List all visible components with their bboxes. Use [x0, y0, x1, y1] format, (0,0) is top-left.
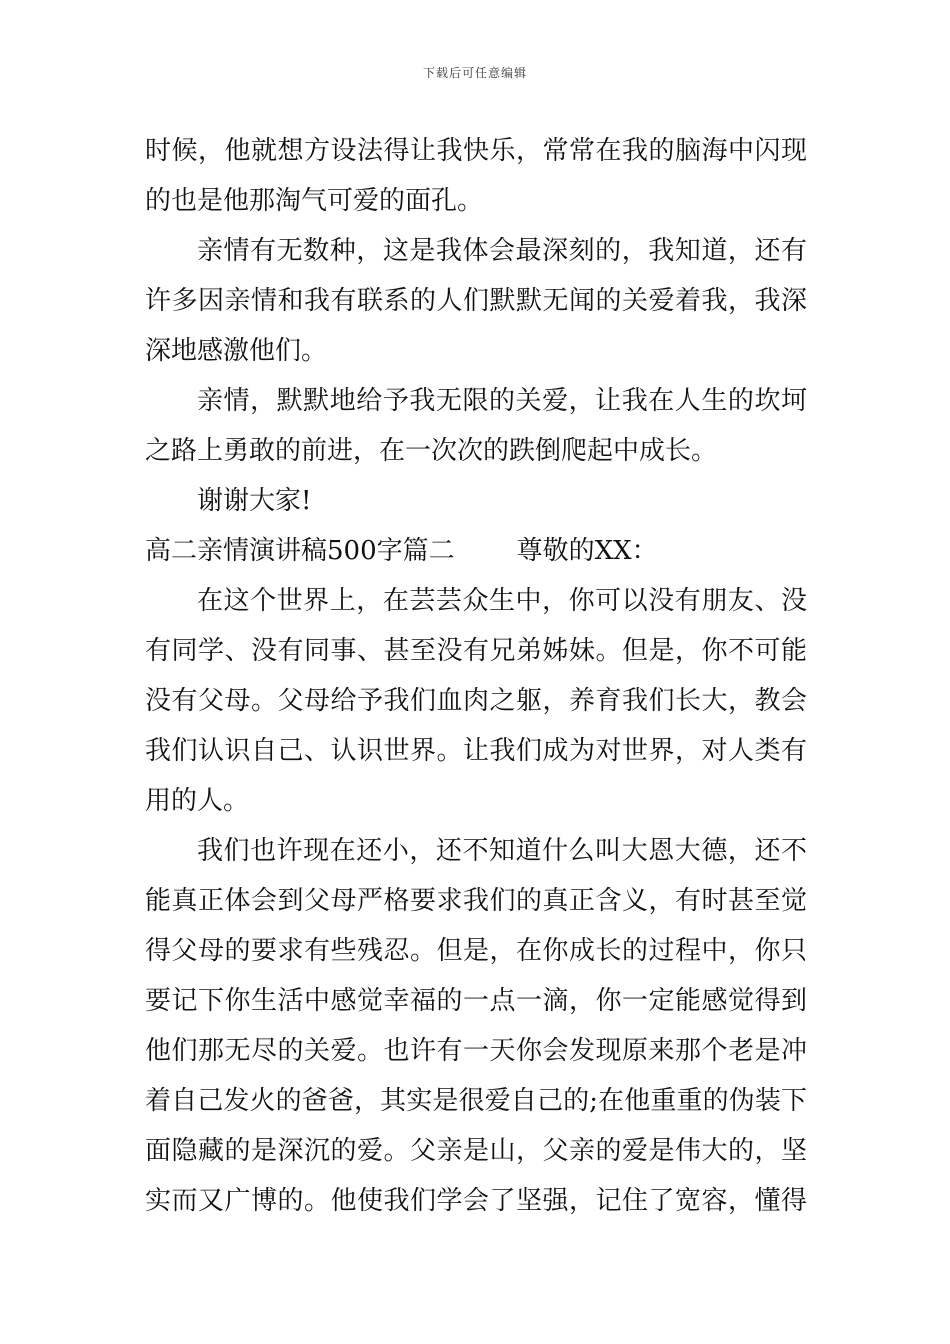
text-line: 实而又广博的。他使我们学会了坚强，记住了宽容，懂得	[145, 1186, 807, 1216]
text-line: 他们那无尽的关爱。也许有一天你会发现原来那个老是冲	[145, 1036, 807, 1066]
text-line: 着自己发火的爸爸，其实是很爱自己的;在他重重的伪装下	[145, 1086, 807, 1116]
paragraph-start-line: 在这个世界上，在芸芸众生中，你可以没有朋友、没	[197, 586, 807, 616]
text-line: 能真正体会到父母严格要求我们的真正含义，有时甚至觉	[145, 886, 807, 916]
text-line: 没有父母。父母给予我们血肉之躯，养育我们长大，教会	[145, 686, 807, 716]
text-line: 许多因亲情和我有联系的人们默默无闻的关爱着我，我深	[145, 286, 807, 316]
salutation: 尊敬的XX：	[516, 536, 658, 566]
section-title: 高二亲情演讲稿500字篇二	[145, 536, 455, 566]
text-line: 的也是他那淘气可爱的面孔。	[145, 186, 484, 216]
text-line: 要记下你生活中感觉幸福的一点一滴，你一定能感觉得到	[145, 986, 807, 1016]
section-heading-line	[145, 526, 807, 576]
text-line: 时候，他就想方设法得让我快乐，常常在我的脑海中闪现	[145, 136, 807, 166]
document-body	[145, 126, 807, 1226]
paragraph-start-line: 我们也许现在还小，还不知道什么叫大恩大德，还不	[197, 836, 807, 866]
paragraph-start-line: 谢谢大家!	[197, 486, 312, 516]
text-line: 得父母的要求有些残忍。但是，在你成长的过程中，你只	[145, 936, 807, 966]
paragraph-start-line: 亲情有无数种，这是我体会最深刻的，我知道，还有	[197, 236, 807, 266]
text-line: 深地感激他们。	[145, 336, 328, 366]
paragraph-start-line: 亲情，默默地给予我无限的关爱，让我在人生的坎坷	[197, 386, 807, 416]
text-line: 用的人。	[145, 786, 250, 816]
text-line: 有同学、没有同事、甚至没有兄弟姊妹。但是，你不可能	[145, 636, 807, 666]
text-line: 之路上勇敢的前进，在一次次的跌倒爬起中成长。	[145, 436, 718, 466]
text-line: 面隐藏的是深沉的爱。父亲是山，父亲的爱是伟大的，坚	[145, 1136, 807, 1166]
page-header: 下载后可任意编辑	[422, 66, 527, 80]
text-line: 我们认识自己、认识世界。让我们成为对世界，对人类有	[145, 736, 807, 766]
